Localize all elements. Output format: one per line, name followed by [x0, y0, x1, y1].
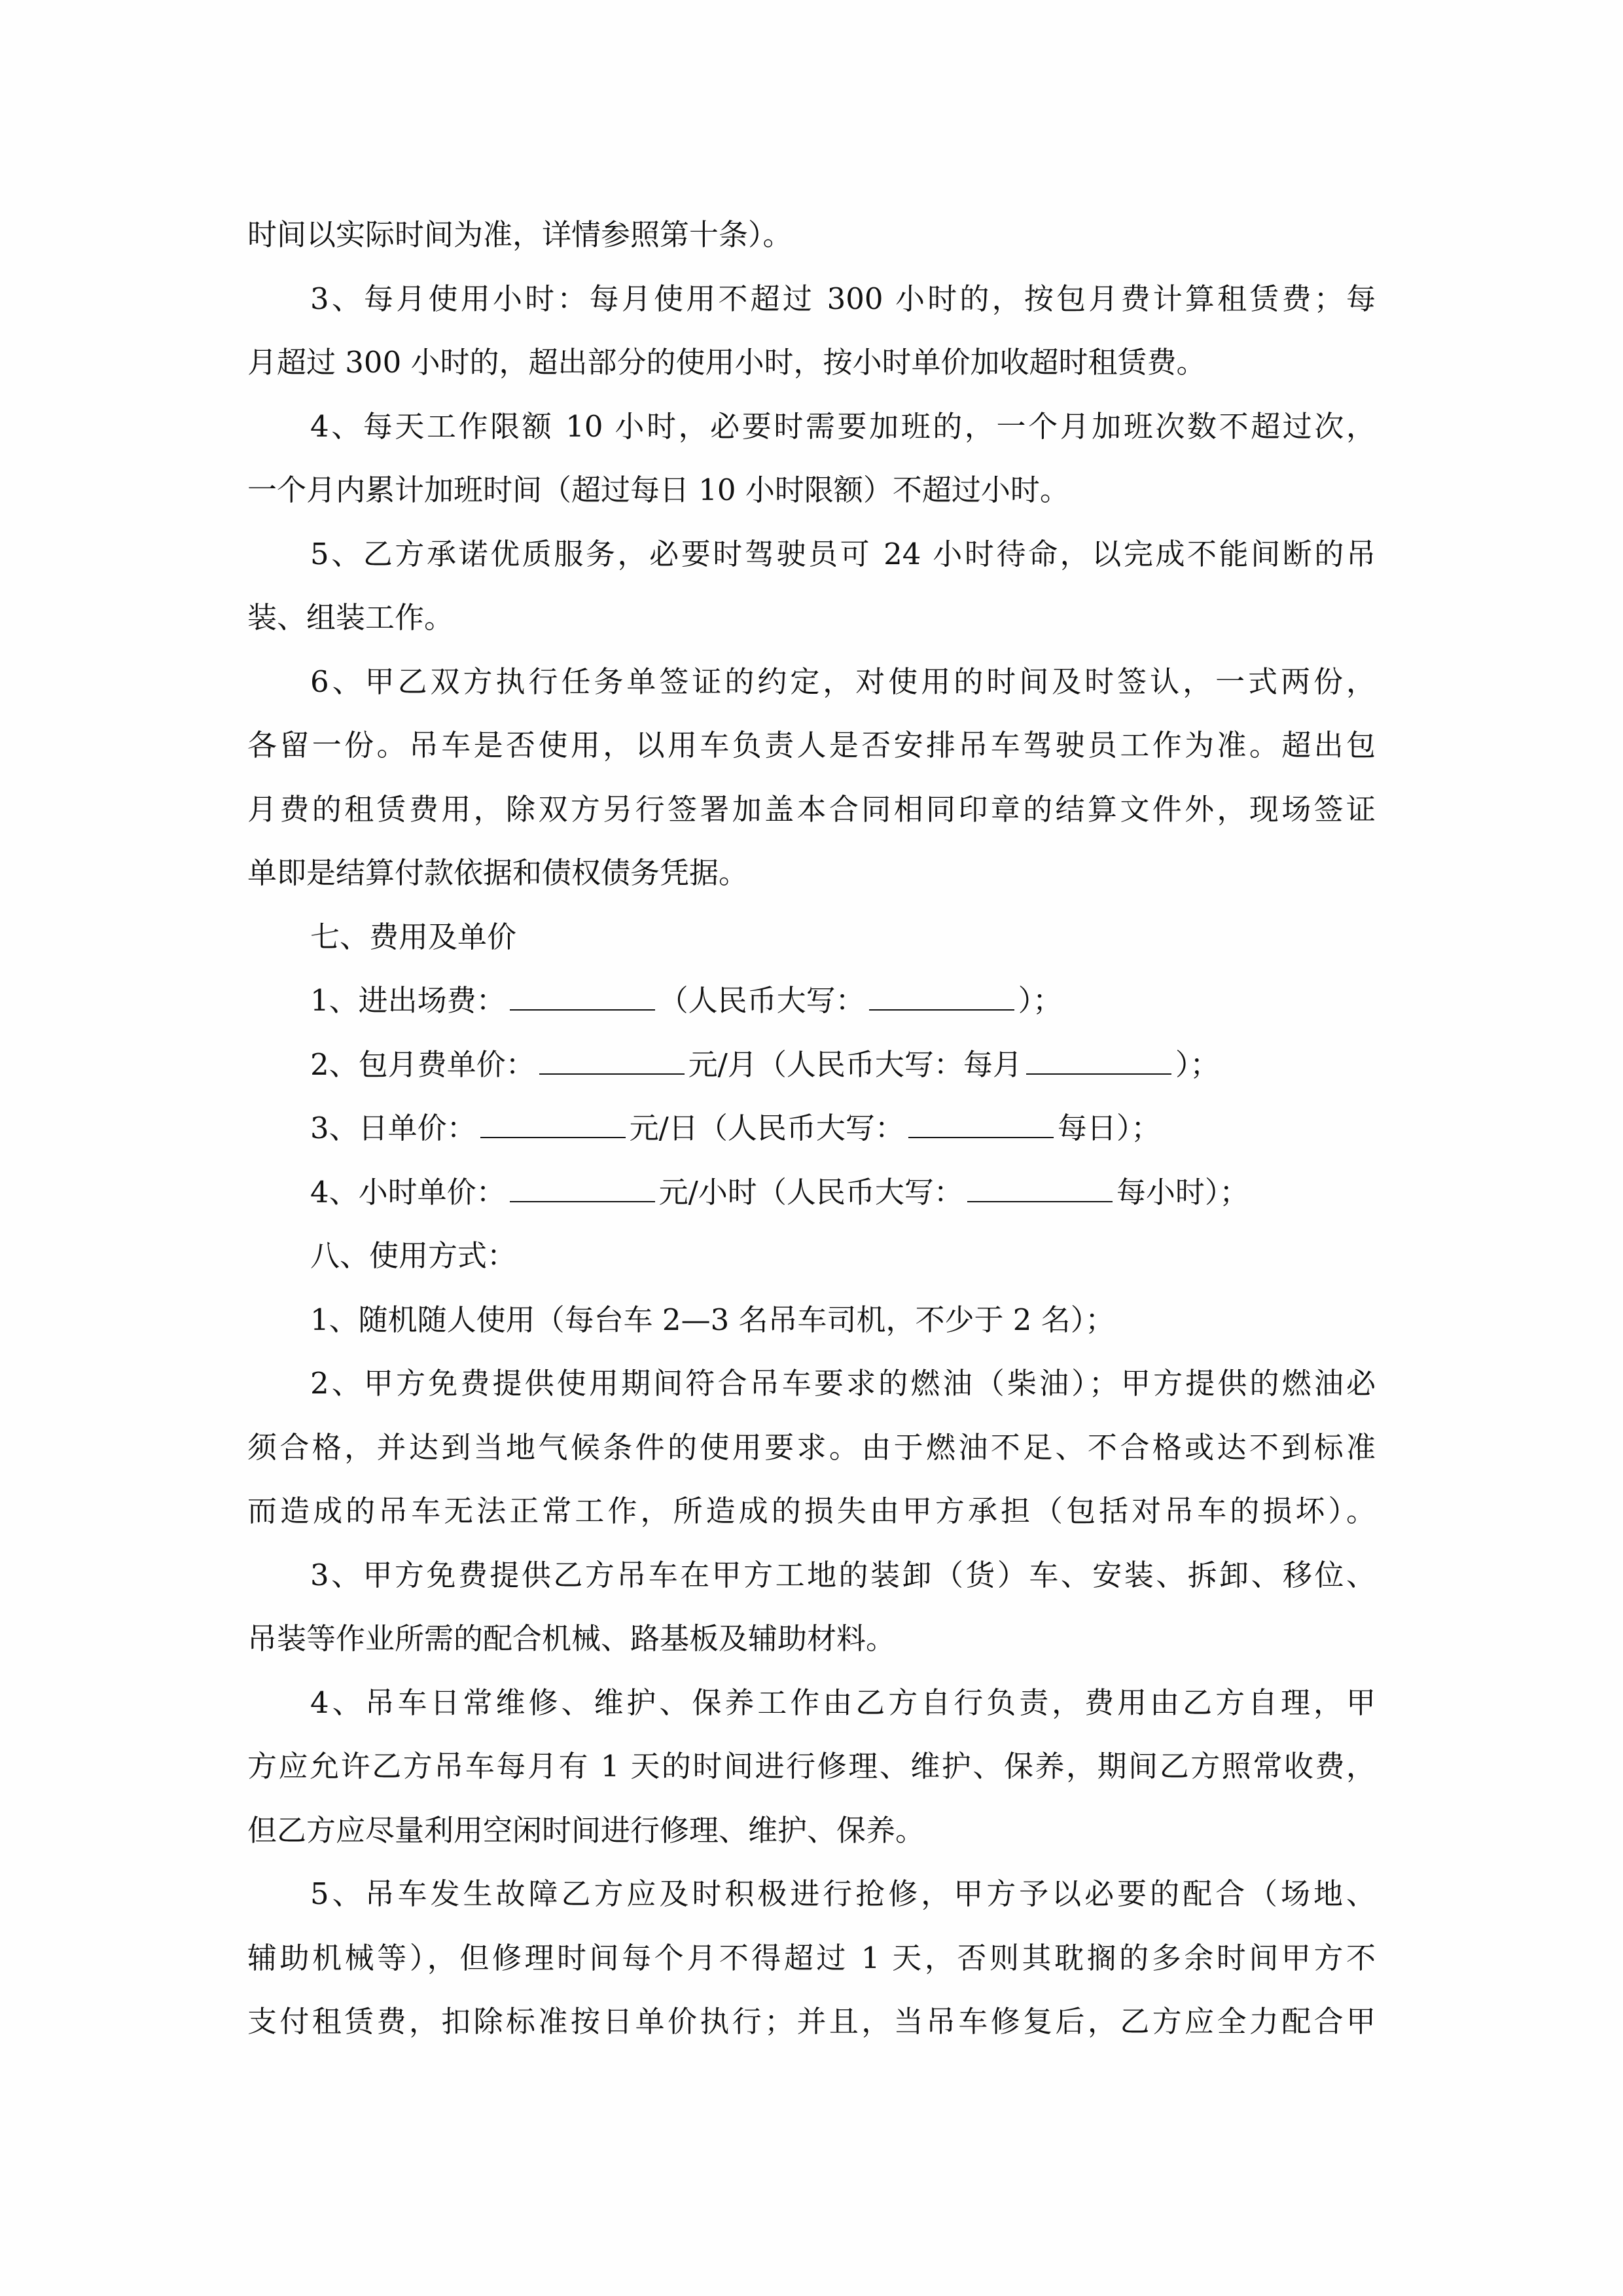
paragraph-line: 6、甲乙双方执行任务单签证的约定，对使用的时间及时签认，一式两份， [310, 664, 1376, 699]
fee-unit: 元/小时 [658, 1174, 757, 1210]
paragraph-line: 3、每月使用小时：每月使用不超过 300 小时的，按包月费计算租赁费；每 [310, 281, 1376, 316]
section-heading-fees: 七、费用及单价 [310, 919, 517, 954]
fill-in-blank-amount[interactable] [480, 1111, 626, 1138]
fill-in-blank-amount[interactable] [539, 1047, 685, 1075]
fee-suffix: ）； [1018, 983, 1063, 1018]
paragraph-line: 4、每天工作限额 10 小时，必要时需要加班的，一个月加班次数不超过次， [310, 408, 1376, 444]
fee-suffix: ）； [1175, 1047, 1220, 1082]
paragraph-line: 吊装等作业所需的配合机械、路基板及辅助材料。 [247, 1621, 896, 1656]
paragraph-line: 5、吊车发生故障乙方应及时积极进行抢修，甲方予以必要的配合（场地、 [310, 1876, 1376, 1911]
fill-in-blank-uppercase[interactable] [869, 983, 1014, 1011]
paragraph-line: 但乙方应尽量利用空闲时间进行修理、维护、保养。 [247, 1812, 925, 1848]
paragraph-line: 装、组装工作。 [247, 600, 454, 635]
fee-suffix: 每小时）； [1116, 1174, 1249, 1210]
paragraph-line: 时间以实际时间为准，详情参照第十条）。 [247, 217, 793, 252]
fee-unit: 元/月 [688, 1047, 757, 1082]
fee-label: 1、进出场费： [310, 983, 506, 1018]
paragraph-line: 月费的租赁费用，除双方另行签署加盖本合同相同印章的结算文件外，现场签证 [247, 791, 1376, 827]
fee-suffix: 每日）； [1057, 1111, 1161, 1145]
fee-item-monthly [247, 1033, 1376, 1097]
fill-in-blank-amount[interactable] [510, 1175, 655, 1202]
fee-uppercase-label: （人民币大写：每月 [757, 1047, 1022, 1082]
fee-uppercase-label: （人民币大写： [698, 1111, 904, 1145]
fee-unit: 元/日 [629, 1111, 698, 1145]
paragraph-line: 3、甲方免费提供乙方吊车在甲方工地的装卸（货）车、安装、拆卸、移位、 [310, 1557, 1376, 1592]
fee-item-hourly [247, 1160, 1376, 1225]
paragraph-line: 4、吊车日常维修、维护、保养工作由乙方自行负责，费用由乙方自理，甲 [310, 1685, 1376, 1720]
fee-label: 3、日单价： [310, 1111, 476, 1145]
paragraph-line: 1、随机随人使用（每台车 2—3 名吊车司机，不少于 2 名）； [310, 1302, 1115, 1337]
fill-in-blank-uppercase[interactable] [908, 1111, 1054, 1138]
paragraph-line: 方应允许乙方吊车每月有 1 天的时间进行修理、维护、保养，期间乙方照常收费， [247, 1749, 1376, 1784]
paragraph-line: 单即是结算付款依据和债权债务凭据。 [247, 855, 749, 890]
paragraph-line: 2、甲方免费提供使用期间符合吊车要求的燃油（柴油）；甲方提供的燃油必 [310, 1366, 1376, 1401]
fill-in-blank-uppercase[interactable] [1026, 1047, 1171, 1075]
fill-in-blank-amount[interactable] [510, 983, 655, 1011]
fee-label: 4、小时单价： [310, 1174, 506, 1210]
fill-in-blank-uppercase[interactable] [967, 1175, 1113, 1202]
fee-label: 2、包月费单价： [310, 1047, 535, 1082]
paragraph-line: 须合格，并达到当地气候条件的使用要求。由于燃油不足、不合格或达不到标准 [247, 1429, 1376, 1465]
fee-uppercase-label: （人民币大写： [658, 983, 865, 1018]
paragraph-line: 月超过 300 小时的，超出部分的使用小时，按小时单价加收超时租赁费。 [247, 345, 1206, 380]
fee-item-entry-exit [247, 969, 1376, 1033]
document-body [247, 203, 1376, 2054]
paragraph-line: 辅助机械等），但修理时间每个月不得超过 1 天，否则其耽搁的多余时间甲方不 [247, 1940, 1376, 1975]
fee-uppercase-label: （人民币大写： [757, 1174, 963, 1210]
paragraph-line: 5、乙方承诺优质服务，必要时驾驶员可 24 小时待命，以完成不能间断的吊 [310, 536, 1376, 571]
paragraph-line: 支付租赁费，扣除标准按日单价执行；并且，当吊车修复后，乙方应全力配合甲 [247, 2004, 1376, 2039]
paragraph-line: 一个月内累计加班时间（超过每日 10 小时限额）不超过小时。 [247, 473, 1069, 507]
paragraph-line: 各留一份。吊车是否使用，以用车负责人是否安排吊车驾驶员工作为准。超出包 [247, 728, 1376, 762]
section-heading-usage: 八、使用方式： [310, 1238, 517, 1273]
paragraph-line: 而造成的吊车无法正常工作，所造成的损失由甲方承担（包括对吊车的损坏）。 [247, 1494, 1376, 1528]
fee-item-daily [247, 1096, 1376, 1160]
